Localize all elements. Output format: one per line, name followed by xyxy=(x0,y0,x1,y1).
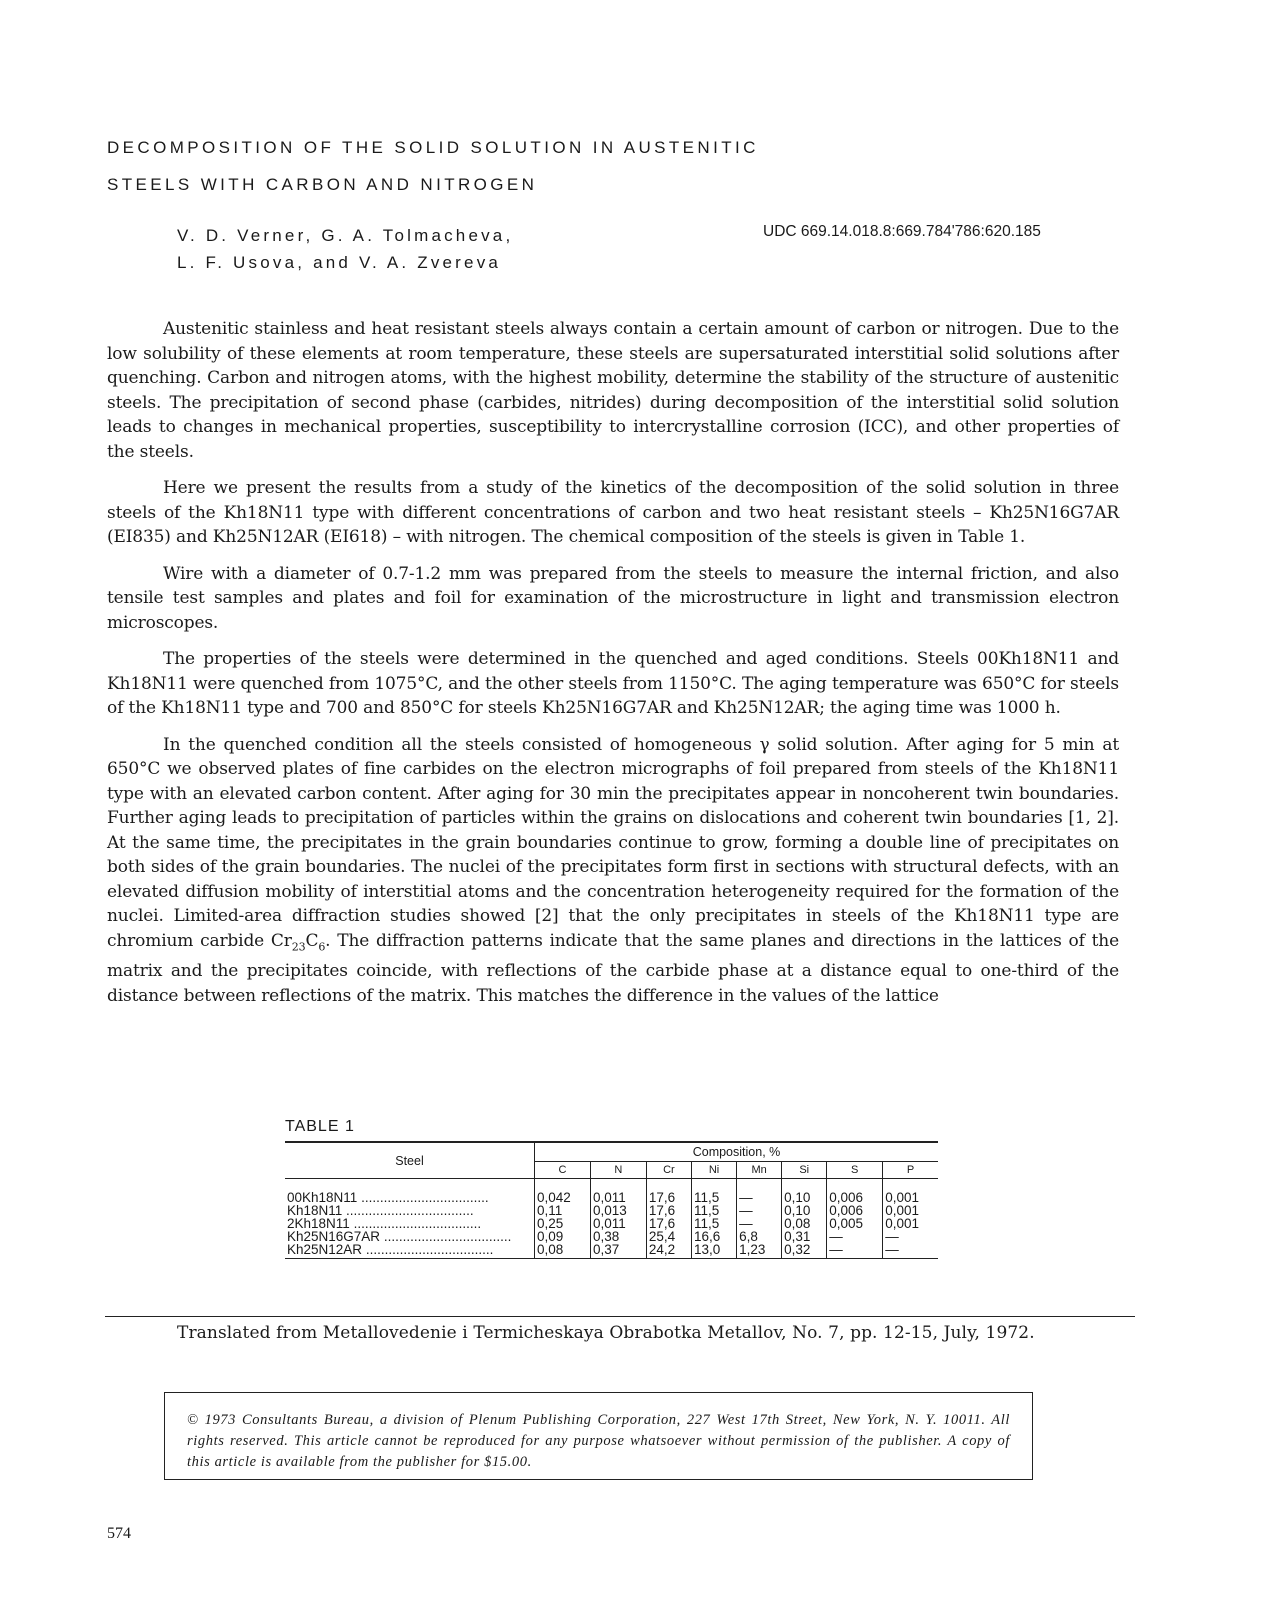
authors-line-1: V. D. Verner, G. A. Tolmacheva, xyxy=(177,226,514,245)
table-cell: 25,4 xyxy=(646,1230,691,1243)
table-cell: — xyxy=(737,1217,782,1230)
paragraph-1: Austenitic stainless and heat resistant steels always contain a certain amount of carbon or nitrogen. Due to the low solubility of these elements at room temperature, these steels are supersaturated interstitial solid solutions after quenching. Carbon and nitrogen atoms, with the highest mobility, determine the stability of the structure of austenitic steels. The precipitation of second phase (carbides, nitrides) during decomposition of the interstitial solid solution leads to changes in mechanical properties, susceptibility to intercrystalline corrosion (ICC), and other properties of the steels. xyxy=(107,319,1119,462)
paragraph-2: Here we present the results from a study of the kinetics of the decomposition of the solid solution in three steels of the Kh18N11 type with different concentrations of carbon and two heat resistant steels – Kh25N16G7AR (EI835) and Kh25N12AR (EI618) – with nitrogen. The chemical composition of the steels is given in Table 1. xyxy=(107,478,1119,547)
table-cell: 17,6 xyxy=(646,1217,691,1230)
table-cell: 0,31 xyxy=(782,1230,827,1243)
table-cell: 0,08 xyxy=(535,1243,591,1259)
table-cell: 24,2 xyxy=(646,1243,691,1259)
title-line-2: STEELS WITH CARBON AND NITROGEN xyxy=(107,175,538,194)
table-cell: 17,6 xyxy=(646,1179,691,1205)
table-cell: 6,8 xyxy=(737,1230,782,1243)
composition-column-header: Composition, % xyxy=(535,1142,939,1162)
steel-name: Kh25N16G7AR .................................. xyxy=(285,1230,535,1243)
paragraph-5-start: In the quenched condition all the steels consisted of homogeneous γ solid solution. After aging for 5 min at 650°C we observed plates of fine carbides on the electron micrographs of foil prepared from steels of the Kh18N11 type with an elevated carbon content. After aging for 30 min the precipitates appear in noncoherent twin boundaries. Further aging leads to precipitation of particles within the grains on dislocations and coherent twin boundaries [1, 2]. At the same time, the precipitates in the grain boundaries continue to grow, forming a double line of precipitates on both sides of the grain boundaries. The nuclei of the precipitates form first in sections with structural defects, with an elevated diffusion mobility of interstitial atoms and the concentration heterogeneity required for the formation of the nuclei. Limited-area diffraction studies showed [2] that the only precipitates in steels of the Kh18N11 type are chromium carbide Cr xyxy=(107,734,1119,951)
table-cell: 0,011 xyxy=(590,1179,646,1205)
table-cell: 0,10 xyxy=(782,1204,827,1217)
authors xyxy=(177,222,513,276)
page-number: 574 xyxy=(107,1525,131,1542)
steel-column-header: Steel xyxy=(285,1142,535,1179)
table-cell: 0,006 xyxy=(827,1204,883,1217)
copyright-box: © 1973 Consultants Bureau, a division of Plenum Publishing Corporation, 227 West 17th Street, New York, N. Y. 10011. All rights reserved. This article cannot be reproduced for any purpose whatsoever without permission of the publisher. A copy of this article is available from the publisher for $15.00. xyxy=(164,1392,1033,1480)
table-cell: 0,25 xyxy=(537,1216,564,1231)
table-cell: 0,013 xyxy=(590,1204,646,1217)
table-cell: 0,08 xyxy=(782,1217,827,1230)
table-cell: — xyxy=(827,1243,883,1259)
column-header-s: S xyxy=(827,1162,883,1179)
paragraph-4: The properties of the steels were determined in the quenched and aged conditions. Steels 00Kh18N11 and Kh18N11 were quenched from 1075°C, and the other steels from 1150°C. The aging temperature was 650°C for steels of the Kh18N11 type and 700 and 850°C for steels Kh25N16G7AR and Kh25N12AR; the aging time was 1000 h. xyxy=(107,649,1119,718)
paragraph-5 xyxy=(107,733,1119,1009)
table-cell: — xyxy=(883,1230,938,1243)
table-cell: 0,001 xyxy=(883,1204,938,1217)
udc-code: UDC 669.14.018.8:669.784'786:620.185 xyxy=(763,223,1041,240)
table-cell: 13,0 xyxy=(691,1243,736,1259)
table-header-row xyxy=(285,1142,938,1162)
column-header-n: N xyxy=(590,1162,646,1179)
table-cell: 0,38 xyxy=(590,1230,646,1243)
title-line-1: DECOMPOSITION OF THE SOLID SOLUTION IN AUSTENITIC xyxy=(107,138,759,157)
column-header-mn: Mn xyxy=(737,1162,782,1179)
paragraph-5-end: . The diffraction patterns indicate that the same planes and directions in the lattices of the matrix and the precipitates coincide, with reflections of the carbide phase at a distance equal to one-third of the distance between reflections of the matrix. This matches the difference in the values of the lattice xyxy=(107,930,1120,1006)
table-cell: 0,10 xyxy=(782,1179,827,1205)
table-cell: — xyxy=(737,1179,782,1205)
table-cell: — xyxy=(737,1204,782,1217)
paragraph-3: Wire with a diameter of 0.7-1.2 mm was prepared from the steels to measure the internal friction, and also tensile test samples and plates and foil for examination of the microstructure in light and transmission electron microscopes. xyxy=(107,563,1119,633)
column-header-p: P xyxy=(883,1162,938,1179)
table-cell: 11,5 xyxy=(691,1217,736,1230)
authors-line-2: L. F. Usova, and V. A. Zvereva xyxy=(177,253,502,272)
table-cell: 0,37 xyxy=(590,1243,646,1259)
table-row xyxy=(285,1179,938,1205)
footnote-divider xyxy=(105,1316,1135,1317)
steel-name: Kh18N11 .................................. xyxy=(285,1204,535,1217)
table-cell: 0,006 xyxy=(827,1179,883,1205)
table-cell: 11,5 xyxy=(691,1179,736,1205)
table-cell: 0,042 xyxy=(537,1190,571,1205)
steel-name: Kh25N12AR .................................. xyxy=(285,1243,535,1259)
table-cell: 0,005 xyxy=(827,1217,883,1230)
table-row xyxy=(285,1243,938,1259)
column-header-c: C xyxy=(535,1162,591,1179)
table-cell: 17,6 xyxy=(646,1204,691,1217)
table-label: TABLE 1 xyxy=(285,1118,355,1135)
column-header-si: Si xyxy=(782,1162,827,1179)
steel-name: 2Kh18N11 .................................. xyxy=(285,1217,535,1230)
table-cell: 0,09 xyxy=(537,1229,564,1244)
table-cell: 0,001 xyxy=(883,1179,938,1205)
table-cell: — xyxy=(883,1243,938,1259)
column-header-ni: Ni xyxy=(691,1162,736,1179)
table-cell: 1,23 xyxy=(737,1243,782,1259)
table-cell: 0,32 xyxy=(782,1243,827,1259)
translation-footnote: Translated from Metallovedenie i Termicheskaya Obrabotka Metallov, No. 7, pp. 12-15, July, 1972. xyxy=(177,1323,1035,1343)
steel-name: 00Kh18N11 .................................. xyxy=(285,1179,535,1205)
table-cell: 0,011 xyxy=(590,1217,646,1230)
table-cell: 0,11 xyxy=(537,1203,563,1218)
formula-carbon: C xyxy=(305,930,319,951)
formula-subscript-6: 6 xyxy=(318,939,326,953)
table-cell: 0,001 xyxy=(883,1217,938,1230)
table-cell: 16,6 xyxy=(691,1230,736,1243)
formula-subscript-23: 23 xyxy=(291,939,306,953)
composition-table xyxy=(285,1141,938,1259)
column-header-cr: Cr xyxy=(646,1162,691,1179)
table-cell: 11,5 xyxy=(691,1204,736,1217)
table-cell: — xyxy=(827,1230,883,1243)
article-body xyxy=(107,317,1119,1020)
